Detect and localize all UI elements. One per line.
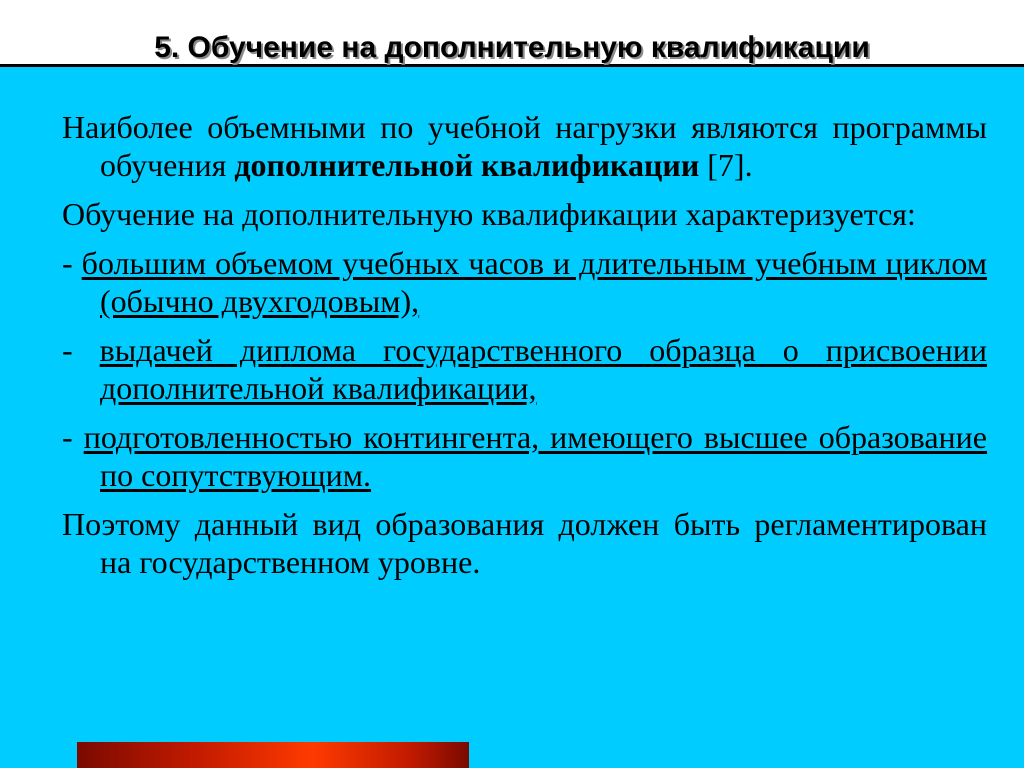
paragraph-3: Поэтому данный вид образования должен быть регламентирован на государственном уровне.: [62, 506, 987, 580]
list-item: [62, 331, 987, 407]
slide-title: 5. Обучение на дополнительную квалификации: [154, 31, 870, 64]
paragraph-1-bold: дополнительной квалификации: [234, 147, 700, 183]
list-item: [62, 418, 987, 494]
slide-body: [62, 108, 987, 592]
paragraph-2: Обучение на дополнительную квалификации характеризуется:: [62, 196, 916, 232]
list-item-prefix: -: [62, 419, 84, 455]
decorative-gradient-bar: [77, 742, 469, 768]
list-item-text: подготовленностью контингента, имеющего высшее образование по сопутствующим.: [83, 419, 988, 493]
list-item-text: большим объемом учебных часов и длительным учебным циклом (обычно двухгодовым),: [81, 245, 988, 319]
list-item: [62, 244, 987, 320]
list-item-prefix: -: [62, 245, 82, 281]
paragraph-1-text: Наиболее объемными по учебной нагрузки являются программы обучения: [62, 109, 987, 183]
title-bar: [0, 0, 1024, 67]
list-item-prefix: -: [62, 332, 100, 368]
paragraph-1-tail: [7].: [699, 147, 753, 183]
list-item-text: выдачей диплома государственного образца о присвоении дополнительной квалификации,: [99, 332, 988, 406]
paragraph-1: [62, 108, 987, 184]
